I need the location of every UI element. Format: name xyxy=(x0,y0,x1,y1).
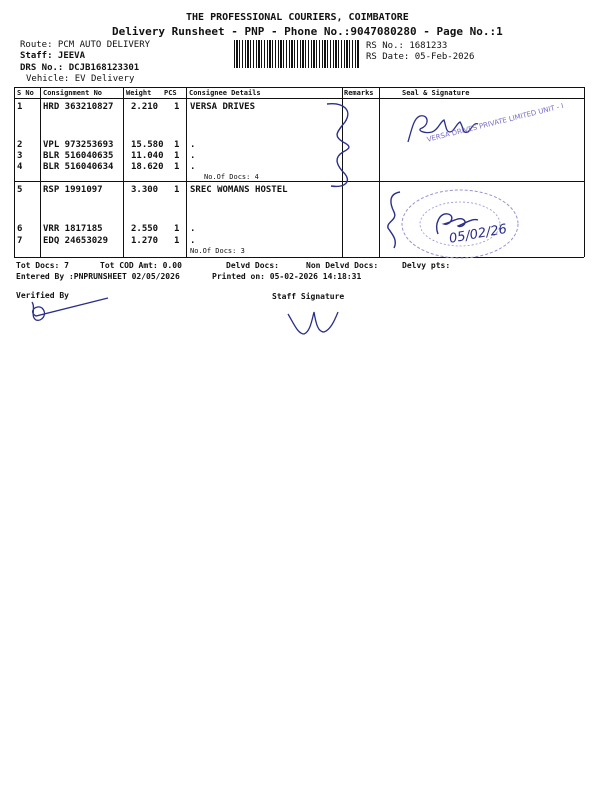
row-consignee: . xyxy=(190,236,196,246)
brace-mark-1 xyxy=(315,100,375,190)
row-sno: 2 xyxy=(17,140,23,150)
row-consignment: VRR 1817185 xyxy=(43,224,103,234)
runsheet-title: Delivery Runsheet - PNP - Phone No.:9047080280 - Page No.:1 xyxy=(112,25,503,38)
row-weight: 11.040 xyxy=(131,151,164,161)
delivered-docs: Delvd Docs: xyxy=(226,261,279,270)
row-consignee: . xyxy=(190,162,196,172)
header-remarks: Remarks xyxy=(344,89,374,97)
row-consignment: EDQ 24653029 xyxy=(43,236,109,246)
barcode xyxy=(234,40,360,68)
row-sno: 6 xyxy=(17,224,23,234)
row-weight: 3.300 xyxy=(131,185,159,195)
verified-by-signature xyxy=(22,296,112,326)
table-header-border xyxy=(14,98,584,99)
row-pcs: 1 xyxy=(174,140,180,150)
entered-by: Entered By :PNPRUNSHEET 02/05/2026 xyxy=(16,272,180,281)
row-weight: 2.550 xyxy=(131,224,159,234)
row-pcs: 1 xyxy=(174,162,180,172)
header-weight: Weight xyxy=(126,89,152,97)
staff-label: Staff: JEEVA xyxy=(20,51,86,61)
row-consignment: RSP 1991097 xyxy=(43,185,103,195)
row-weight: 2.210 xyxy=(131,102,159,112)
row-consignee: . xyxy=(190,140,196,150)
row-weight: 18.620 xyxy=(131,162,164,172)
verified-by-label: Verified By xyxy=(16,291,69,300)
total-cod: Tot COD Amt: 0.00 xyxy=(100,261,182,270)
route-label: Route: PCM AUTO DELIVERY xyxy=(20,40,151,50)
handwritten-date: 05/02/26 xyxy=(448,221,509,247)
header-pcs: PCS xyxy=(164,89,177,97)
header-seal: Seal & Signature xyxy=(402,89,470,97)
row-consignee: VERSA DRIVES xyxy=(190,102,256,112)
row-pcs: 1 xyxy=(174,236,180,246)
row-pcs: 1 xyxy=(174,151,180,161)
group-divider xyxy=(14,181,584,182)
row-consignment: HRD 363210827 xyxy=(43,102,114,112)
header-sno: S No xyxy=(17,89,34,97)
header-consignee: Consignee Details xyxy=(189,89,261,97)
row-consignment: BLR 516040635 xyxy=(43,151,114,161)
row-sno: 1 xyxy=(17,102,23,112)
col-border-sno xyxy=(40,87,41,257)
company-name: THE PROFESSIONAL COURIERS, COIMBATORE xyxy=(186,12,409,23)
vehicle-label: Vehicle: EV Delivery xyxy=(26,74,135,84)
row-consignment: BLR 516040634 xyxy=(43,162,114,172)
row-pcs: 1 xyxy=(174,102,180,112)
row-consignee: . xyxy=(190,224,196,234)
row-pcs: 1 xyxy=(174,224,180,234)
header-consignment: Consignment No xyxy=(43,89,103,97)
delivery-points: Delvy pts: xyxy=(402,261,451,270)
row-consignment: VPL 973253693 xyxy=(43,140,114,150)
table-top-border xyxy=(14,87,584,88)
printed-on: Printed on: 05-02-2026 14:18:31 xyxy=(212,272,362,281)
row-sno: 7 xyxy=(17,236,23,246)
row-weight: 1.270 xyxy=(131,236,159,246)
row-sno: 3 xyxy=(17,151,23,161)
group1-docs-count: No.Of Docs: 4 xyxy=(204,173,259,181)
col-border-consignment xyxy=(123,87,124,257)
group2-docs-count: No.Of Docs: 3 xyxy=(190,247,245,255)
row-consignee: SREC WOMANS HOSTEL xyxy=(190,185,288,195)
col-border-left xyxy=(14,87,15,257)
rs-number: RS No.: 1681233 xyxy=(366,41,448,51)
row-consignee: . xyxy=(190,151,196,161)
staff-signature xyxy=(284,302,344,342)
total-docs: Tot Docs: 7 xyxy=(16,261,69,270)
row-weight: 15.580 xyxy=(131,140,164,150)
staff-signature-label: Staff Signature xyxy=(272,292,345,301)
company-stamp-text: VERSA DRIVES PRIVATE LIMITED UNIT - I xyxy=(426,101,565,144)
drs-number: DRS No.: DCJB168123301 xyxy=(20,63,140,73)
rs-date: RS Date: 05-Feb-2026 xyxy=(366,52,475,62)
row-sno: 5 xyxy=(17,185,23,195)
row-pcs: 1 xyxy=(174,185,180,195)
non-delivered-docs: Non Delvd Docs: xyxy=(306,261,379,270)
col-border-right xyxy=(584,87,585,257)
row-sno: 4 xyxy=(17,162,23,172)
col-border-pcs xyxy=(186,87,187,257)
